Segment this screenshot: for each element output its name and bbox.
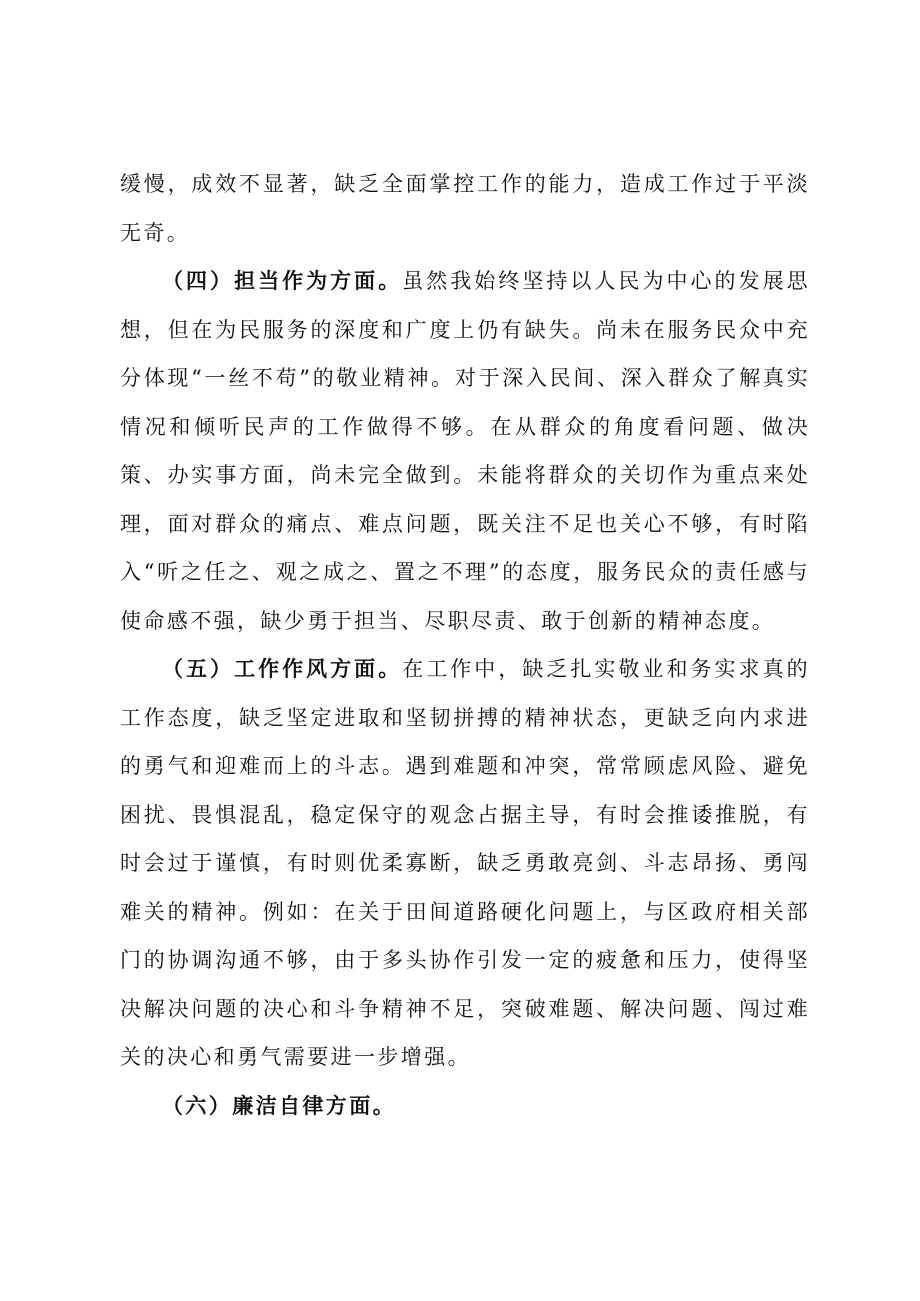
paragraph-section-5 (120, 645, 810, 1082)
section-heading: （六）廉洁自律方面。 (162, 1092, 396, 1118)
paragraph-text: 在工作中，缺乏扎实敬业和务实求真的工作态度，缺乏坚定进取和坚韧拼搏的精神状态，更缺乏向内求进的勇气和迎难而上的斗志。遇到难题和冲突，常常顾虑风险、避免困扰、畏惧混乱，稳定保守的观念占据主导，有时会推诿推脱，有时会过于谨慎，有时则优柔寡断，缺乏勇敢亮剑、斗志昂扬、勇闯难关的精神。例如：在关于田间道路硬化问题上，与区政府相关部门的协调沟通不够，由于多头协作引发一定的疲惫和压力，使得坚决解决问题的决心和斗争精神不足，突破难题、解决问题、闯过难关的决心和勇气需要进一步增强。 (120, 657, 810, 1069)
section-heading: （四）担当作为方面。 (162, 268, 403, 293)
paragraph-section-4 (120, 257, 810, 645)
paragraph-section-6 (120, 1082, 810, 1131)
paragraph-text: 虽然我始终坚持以人民为中心的发展思想，但在为民服务的深度和广度上仍有缺失。尚未在服务民众中充分体现“一丝不苟”的敬业精神。对于深入民间、深入群众了解真实情况和倾听民声的工作做得不够。在从群众的角度看问题、做决策、办实事方面，尚未完全做到。未能将群众的关切作为重点来处理，面对群众的痛点、难点问题，既关注不足也关心不够，有时陷入“听之任之、观之成之、置之不理”的态度，服务民众的责任感与使命感不强，缺少勇于担当、尽职尽责、敢于创新的精神态度。 (120, 269, 810, 633)
paragraph-continued (120, 160, 810, 257)
document-body (120, 160, 810, 1130)
paragraph-text: 缓慢，成效不显著，缺乏全面掌控工作的能力，造成工作过于平淡无奇。 (120, 172, 810, 245)
section-heading: （五）工作作风方面。 (162, 656, 403, 681)
